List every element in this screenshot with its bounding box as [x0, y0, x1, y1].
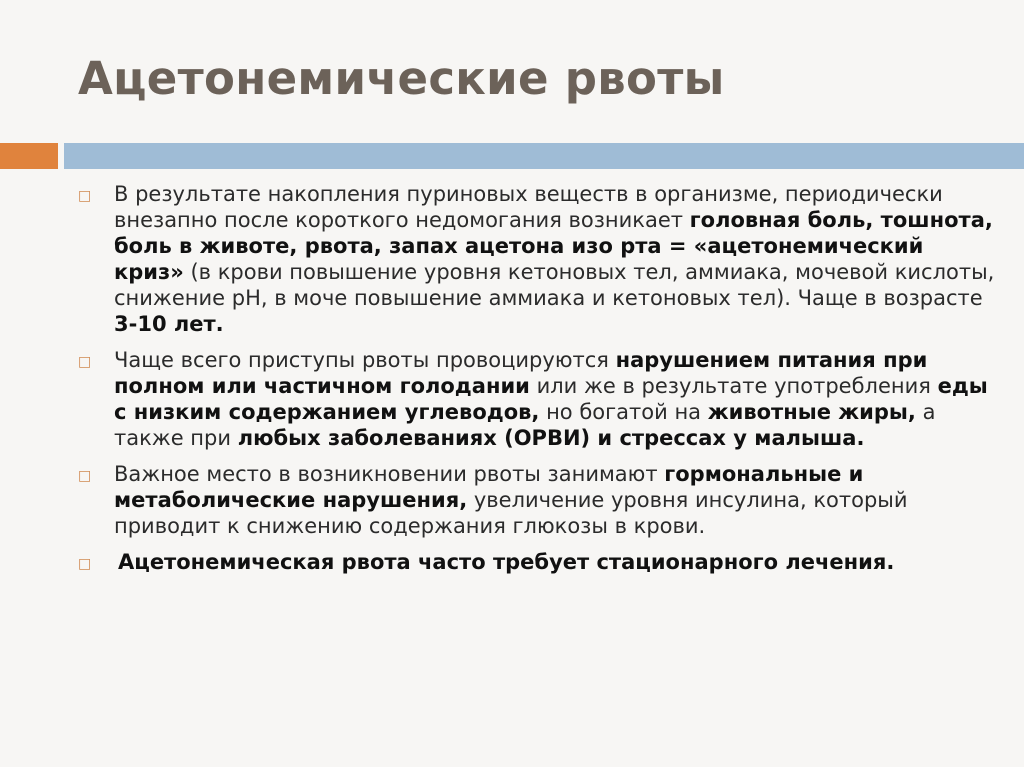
- slide-title: Ацетонемические рвоты: [78, 52, 725, 105]
- bullet-run: а также при: [114, 400, 936, 450]
- bullet-run: или же в результате употребления: [529, 374, 938, 398]
- bullet-item-1: [78, 181, 998, 337]
- bullet-run-bold: 3-10 лет.: [114, 312, 224, 336]
- bullet-run: В результате накопления пуриновых веществ в организме, периодически внезапно после короткого недомогания возникает: [114, 182, 943, 232]
- bullet-run-bold: любых заболеваниях (ОРВИ) и стрессах у малыша.: [237, 426, 865, 450]
- hollow-square-icon: □: [78, 468, 92, 484]
- bullet-run: Важное место в возникновении рвоты занимают: [114, 462, 665, 486]
- bullet-item-4: [78, 549, 998, 577]
- bullet-run-bold: гормональные и метаболические нарушения,: [114, 462, 864, 512]
- hollow-square-icon: □: [78, 556, 92, 572]
- bullet-run-bold: нарушением питания при полном или частичном голодании: [114, 348, 928, 398]
- hollow-square-icon: □: [78, 188, 92, 204]
- accent-bar-orange: [0, 143, 58, 169]
- bullet-item-3: [78, 461, 998, 539]
- bullet-run: (в крови повышение уровня кетоновых тел, аммиака, мочевой кислоты, снижение pH, в моче повышение аммиака и кетоновых тел). Чаще в возрасте: [114, 260, 995, 310]
- bullet-text: [114, 549, 894, 577]
- bullet-text: [114, 181, 998, 337]
- bullet-item-2: [78, 347, 998, 451]
- bullet-run: Чаще всего приступы рвоты провоцируются: [114, 348, 616, 372]
- bullet-text: [114, 347, 998, 451]
- bullet-list: [78, 181, 998, 587]
- hollow-square-icon: □: [78, 354, 92, 370]
- bullet-run: но богатой на: [539, 400, 708, 424]
- bullet-run-bold: животные жиры,: [707, 400, 916, 424]
- bullet-run: увеличение уровня инсулина, который приводит к снижению содержания глюкозы в крови.: [114, 488, 908, 538]
- accent-bar-blue: [64, 143, 1024, 169]
- bullet-run-bold: головная боль, тошнота, боль в животе, рвота, запах ацетона изо рта = «ацетонемический криз»: [114, 208, 993, 284]
- bullet-run-bold: Ацетонемическая рвота часто требует стационарного лечения.: [118, 550, 895, 574]
- bullet-text: [114, 461, 998, 539]
- bullet-run-bold: еды с низким содержанием углеводов,: [114, 374, 988, 424]
